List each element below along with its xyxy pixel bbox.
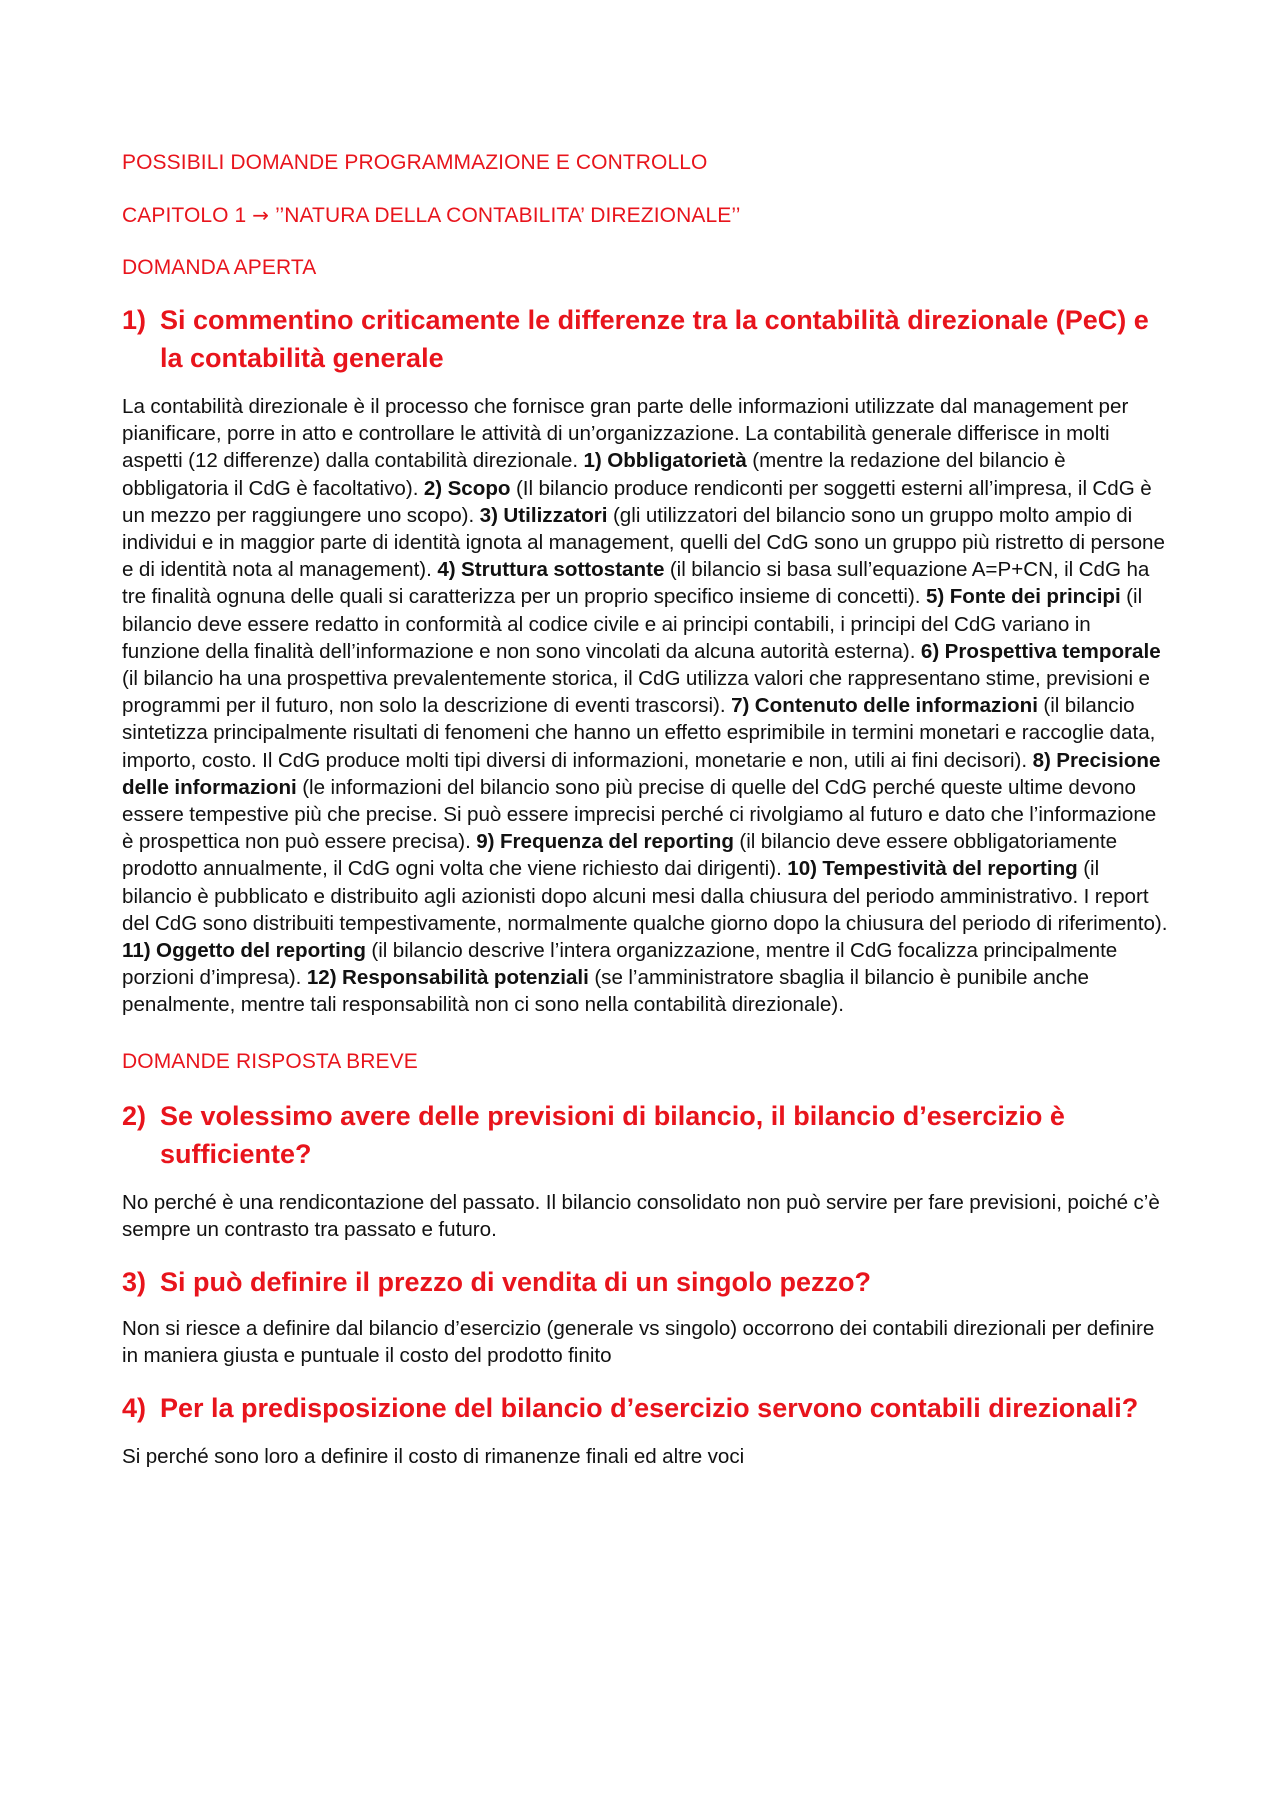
document-title: POSSIBILI DOMANDE PROGRAMMAZIONE E CONTROLLO [122, 151, 708, 174]
question-2-number: 2) [122, 1100, 147, 1131]
question-2-answer: No perché è una rendicontazione del passato. Il bilancio consolidato non può servire per fare previsioni, poiché c’è sempre un contrasto tra passato e futuro. [122, 1190, 1160, 1241]
difference-text: (il bilancio deve essere obbligatoriamente prodotto annualmente, il CdG ogni volta che viene richiesto dai dirigenti). [122, 830, 1118, 881]
difference-text: (mentre la redazione del bilancio è obbligatoria il CdG è facoltativo). [122, 449, 1066, 500]
difference-label: 5) Fonte dei principi [925, 585, 1121, 609]
difference-label: 3) Utilizzatori [479, 503, 608, 527]
section-short-heading: DOMANDE RISPOSTA BREVE [122, 1049, 418, 1073]
difference-label: 12) Responsabilità potenziali [306, 966, 589, 990]
chapter-heading [122, 200, 1170, 231]
chapter-title: ’’NATURA DELLA CONTABILITA’ DIREZIONALE’’ [275, 204, 741, 227]
question-4-title: Per la predisposizione del bilancio d’esercizio servono contabili direzionali? [160, 1393, 1139, 1424]
difference-label: 1) Obbligatorietà [583, 449, 747, 473]
question-3-answer: Non si riesce a definire dal bilancio d’esercizio (generale vs singolo) occorrono dei contabili direzionali per definire in maniera giusta e puntuale il costo del prodotto finito [122, 1317, 1155, 1368]
difference-label: 7) Contenuto delle informazioni [731, 694, 1038, 718]
difference-text: (le informazioni del bilancio sono più precise di quelle del CdG perché queste ultime devono essere tempestive più che precise. Si può essere imprecisi perché ci rivolgiamo al futuro e dato che l’informazione è prospettica non può essere precisa). [122, 775, 1157, 854]
question-1-title: Si commentino criticamente le differenze tra la contabilità direzionale (PeC) e la contabilità generale [160, 305, 1149, 373]
question-2-heading [122, 1097, 1170, 1173]
question-3-title: Si può definire il prezzo di vendita di un singolo pezzo? [160, 1267, 872, 1298]
question-3-number: 3) [122, 1267, 147, 1298]
difference-text: (il bilancio deve essere redatto in conformità al codice civile e ai principi contabili, i principi del CdG variano in funzione della finalità dell’informazione e non sono vincolati da alcuna autorità esterna). [122, 585, 1143, 663]
section-open-heading: DOMANDA APERTA [122, 256, 317, 279]
question-4-number: 4) [122, 1393, 147, 1424]
right-arrow-icon: → [252, 203, 270, 227]
difference-text: (il bilancio si basa sull’equazione A=P+CN, il CdG ha tre finalità ognuna delle quali si caratterizza per un proprio specifico insieme di concetti). [122, 558, 1150, 609]
difference-text: (se l’amministratore sbaglia il bilancio è punibile anche penalmente, mentre tali responsabilità non ci sono nella contabilità direzionale). [122, 966, 1090, 1017]
difference-text: (gli utilizzatori del bilancio sono un gruppo molto ampio di individui e in maggior parte di identità ignota al management, quelli del CdG sono un gruppo più ristretto di persone e di identità nota al management). [122, 503, 1165, 582]
difference-label: 2) Scopo [423, 476, 511, 500]
difference-label: 10) Tempestività del reporting [787, 857, 1078, 881]
question-1-heading [122, 301, 1170, 377]
difference-text: (Il bilancio produce rendiconti per soggetti esterni all’impresa, il CdG è un mezzo per raggiungere uno scopo). [122, 476, 1152, 527]
question-4-heading [122, 1389, 1170, 1427]
difference-label: 9) Frequenza del reporting [476, 830, 734, 854]
difference-label: 8) Precisione delle informazioni [122, 748, 1161, 799]
difference-text: (il bilancio descrive l’intera organizzazione, mentre il CdG focalizza principalmente porzioni d’impresa). [122, 939, 1118, 990]
difference-label: 4) Struttura sottostante [437, 558, 665, 582]
question-1-number: 1) [122, 305, 147, 335]
document-body [122, 148, 1170, 1471]
difference-label: 6) Prospettiva temporale [920, 639, 1161, 663]
question-4-answer: Si perché sono loro a definire il costo di rimanenze finali ed altre voci [122, 1445, 745, 1469]
chapter-prefix: CAPITOLO 1 [122, 204, 247, 227]
difference-text: (il bilancio ha una prospettiva prevalentemente storica, il CdG utilizza valori che rappresentano stime, previsioni e programmi per il futuro, non solo la descrizione di eventi trascorsi). [122, 667, 1150, 718]
answer-intro: La contabilità direzionale è il processo che fornisce gran parte delle informazioni utilizzate dal management per pianificare, porre in atto e controllare le attività di un’organizzazione. La contabilità generale differisce in molti aspetti (12 differenze) dalla contabilità direzionale. [122, 395, 1129, 473]
difference-text: (il bilancio sintetizza principalmente risultati di fenomeni che hanno un effetto esprimibile in termini monetari e raccoglie data, importo, costo. Il CdG produce molti tipi diversi di informazioni, monetarie e non, utili ai fini decisori). [122, 694, 1156, 772]
question-1-answer [122, 393, 1170, 1019]
difference-text: (il bilancio è pubblicato e distribuito agli azionisti dopo alcuni mesi dalla chiusura del periodo amministrativo. I report del CdG sono distribuiti tempestivamente, normalmente qualche giorno dopo la chiusura del periodo di riferimento). [122, 857, 1168, 935]
question-2-title: Se volessimo avere delle previsioni di bilancio, il bilancio d’esercizio è sufficiente? [160, 1100, 1065, 1169]
question-3-heading [122, 1263, 1170, 1301]
difference-label: 11) Oggetto del reporting [122, 939, 366, 963]
